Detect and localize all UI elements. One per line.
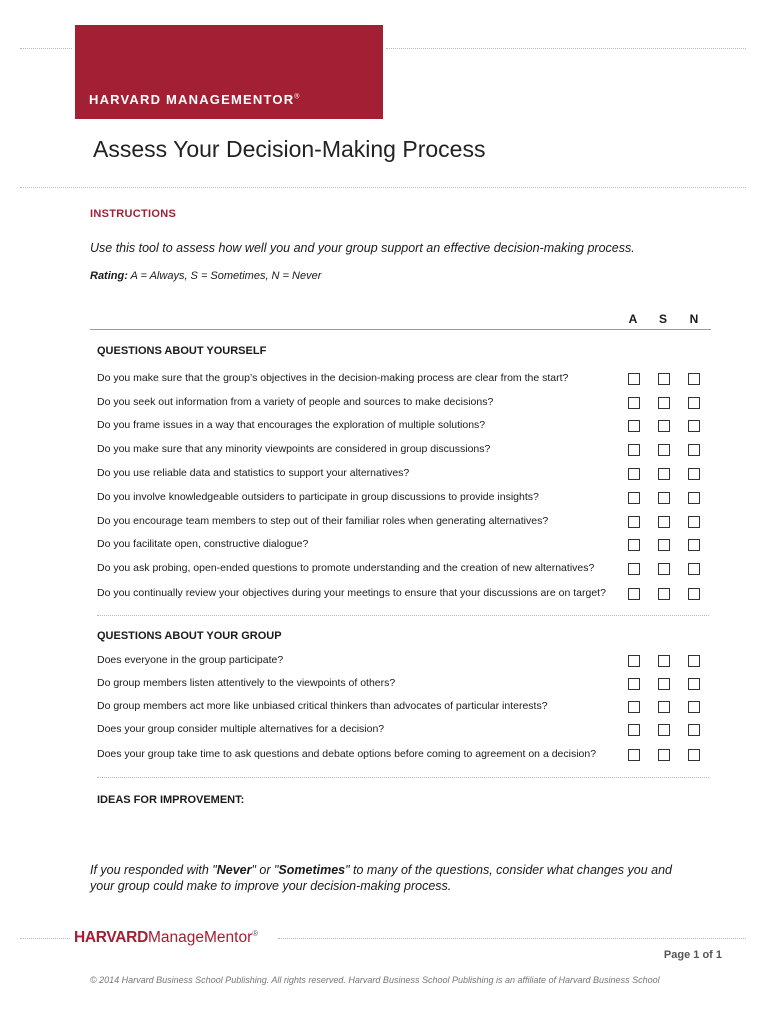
checkbox-never[interactable] bbox=[688, 724, 700, 736]
checkbox-sometimes[interactable] bbox=[658, 539, 670, 551]
checkbox-always[interactable] bbox=[628, 539, 640, 551]
rating-legend: Rating: A = Always, S = Sometimes, N = Never bbox=[90, 270, 322, 282]
section-divider bbox=[97, 615, 709, 616]
section-heading-yourself: QUESTIONS ABOUT YOURSELF bbox=[97, 345, 267, 357]
question-row bbox=[97, 587, 713, 605]
checkbox-sometimes[interactable] bbox=[658, 588, 670, 600]
title-dotted-rule bbox=[20, 187, 746, 188]
checkbox-always[interactable] bbox=[628, 444, 640, 456]
question-text: Does everyone in the group participate? bbox=[97, 654, 284, 666]
question-row bbox=[97, 677, 713, 695]
question-text: Do you continually review your objectives during your meetings to ensure that your discussions are on target? bbox=[97, 587, 606, 599]
question-text: Do group members listen attentively to the viewpoints of others? bbox=[97, 677, 396, 689]
checkbox-never[interactable] bbox=[688, 444, 700, 456]
ideas-heading: IDEAS FOR IMPROVEMENT: bbox=[97, 794, 245, 806]
question-row bbox=[97, 443, 713, 461]
question-text: Do you use reliable data and statistics to support your alternatives? bbox=[97, 467, 410, 479]
question-text: Do group members act more like unbiased critical thinkers than advocates of particular interests? bbox=[97, 700, 548, 712]
section-heading-group: QUESTIONS ABOUT YOUR GROUP bbox=[97, 630, 282, 642]
checkbox-never[interactable] bbox=[688, 655, 700, 667]
table-header-rule bbox=[90, 329, 711, 330]
checkbox-sometimes[interactable] bbox=[658, 678, 670, 690]
checkbox-always[interactable] bbox=[628, 468, 640, 480]
checkbox-always[interactable] bbox=[628, 724, 640, 736]
section-divider bbox=[97, 777, 709, 778]
checkbox-always[interactable] bbox=[628, 373, 640, 385]
checkbox-sometimes[interactable] bbox=[658, 749, 670, 761]
question-text: Does your group consider multiple alternatives for a decision? bbox=[97, 723, 385, 735]
checkbox-sometimes[interactable] bbox=[658, 563, 670, 575]
question-row bbox=[97, 562, 713, 580]
checkbox-always[interactable] bbox=[628, 749, 640, 761]
question-row bbox=[97, 467, 713, 485]
checkbox-never[interactable] bbox=[688, 588, 700, 600]
question-row bbox=[97, 723, 713, 741]
checkbox-sometimes[interactable] bbox=[658, 655, 670, 667]
checkbox-sometimes[interactable] bbox=[658, 397, 670, 409]
question-row bbox=[97, 491, 713, 509]
checkbox-sometimes[interactable] bbox=[658, 468, 670, 480]
checkbox-sometimes[interactable] bbox=[658, 373, 670, 385]
question-row bbox=[97, 654, 713, 672]
brand-banner-text: HARVARD MANAGEMENTOR® bbox=[89, 92, 301, 107]
question-text: Does your group take time to ask questions and debate options before coming to agreement on a decision? bbox=[97, 748, 597, 760]
instructions-heading: INSTRUCTIONS bbox=[90, 208, 177, 220]
footer-logo: HARVARDManageMentor® bbox=[74, 929, 259, 947]
question-text: Do you encourage team members to step out of their familiar roles when generating alternatives? bbox=[97, 515, 549, 527]
question-text: Do you frame issues in a way that encourages the exploration of multiple solutions? bbox=[97, 419, 486, 431]
question-row bbox=[97, 372, 713, 390]
brand-banner bbox=[75, 25, 383, 119]
checkbox-never[interactable] bbox=[688, 397, 700, 409]
checkbox-sometimes[interactable] bbox=[658, 492, 670, 504]
question-text: Do you make sure that the group’s objectives in the decision-making process are clear from the start? bbox=[97, 372, 569, 384]
checkbox-sometimes[interactable] bbox=[658, 420, 670, 432]
page-title: Assess Your Decision-Making Process bbox=[93, 136, 486, 162]
question-text: Do you seek out information from a variety of people and sources to make decisions? bbox=[97, 396, 494, 408]
checkbox-always[interactable] bbox=[628, 492, 640, 504]
checkbox-never[interactable] bbox=[688, 749, 700, 761]
checkbox-always[interactable] bbox=[628, 678, 640, 690]
checkbox-sometimes[interactable] bbox=[658, 516, 670, 528]
checkbox-always[interactable] bbox=[628, 655, 640, 667]
checkbox-always[interactable] bbox=[628, 516, 640, 528]
question-text: Do you ask probing, open-ended questions to promote understanding and the creation of new alternatives? bbox=[97, 562, 595, 574]
column-header-always: A bbox=[628, 312, 638, 326]
top-dotted-rule-right bbox=[386, 48, 746, 49]
checkbox-always[interactable] bbox=[628, 420, 640, 432]
footer-dotted-rule-right bbox=[278, 938, 746, 939]
checkbox-never[interactable] bbox=[688, 678, 700, 690]
instructions-text: Use this tool to assess how well you and your group support an effective decision-making process. bbox=[90, 241, 635, 255]
question-row bbox=[97, 748, 713, 766]
copyright-notice: © 2014 Harvard Business School Publishing. All rights reserved. Harvard Business School Publishing is an affiliate of Harvard Business School bbox=[90, 975, 660, 985]
checkbox-never[interactable] bbox=[688, 516, 700, 528]
checkbox-never[interactable] bbox=[688, 373, 700, 385]
checkbox-never[interactable] bbox=[688, 468, 700, 480]
question-text: Do you involve knowledgeable outsiders to participate in group discussions to provide insights? bbox=[97, 491, 539, 503]
checkbox-never[interactable] bbox=[688, 492, 700, 504]
checkbox-sometimes[interactable] bbox=[658, 701, 670, 713]
question-text: Do you make sure that any minority viewpoints are considered in group discussions? bbox=[97, 443, 491, 455]
checkbox-always[interactable] bbox=[628, 397, 640, 409]
top-dotted-rule-left bbox=[20, 48, 72, 49]
checkbox-never[interactable] bbox=[688, 420, 700, 432]
column-header-sometimes: S bbox=[658, 312, 667, 326]
checkbox-always[interactable] bbox=[628, 563, 640, 575]
checkbox-never[interactable] bbox=[688, 701, 700, 713]
question-row bbox=[97, 396, 713, 414]
question-row bbox=[97, 700, 713, 718]
checkbox-sometimes[interactable] bbox=[658, 724, 670, 736]
footer-dotted-rule-left bbox=[20, 938, 70, 939]
question-text: Do you facilitate open, constructive dialogue? bbox=[97, 538, 309, 550]
checkbox-never[interactable] bbox=[688, 563, 700, 575]
closing-note: If you responded with "Never" or "Sometimes" to many of the questions, consider what changes you and your group could make to improve your decision-making process. bbox=[90, 863, 672, 893]
question-row bbox=[97, 419, 713, 437]
column-header-never: N bbox=[689, 312, 699, 326]
question-row bbox=[97, 515, 713, 533]
checkbox-always[interactable] bbox=[628, 588, 640, 600]
page-number: Page 1 of 1 bbox=[663, 949, 722, 961]
checkbox-always[interactable] bbox=[628, 701, 640, 713]
checkbox-sometimes[interactable] bbox=[658, 444, 670, 456]
checkbox-never[interactable] bbox=[688, 539, 700, 551]
question-row bbox=[97, 538, 713, 556]
